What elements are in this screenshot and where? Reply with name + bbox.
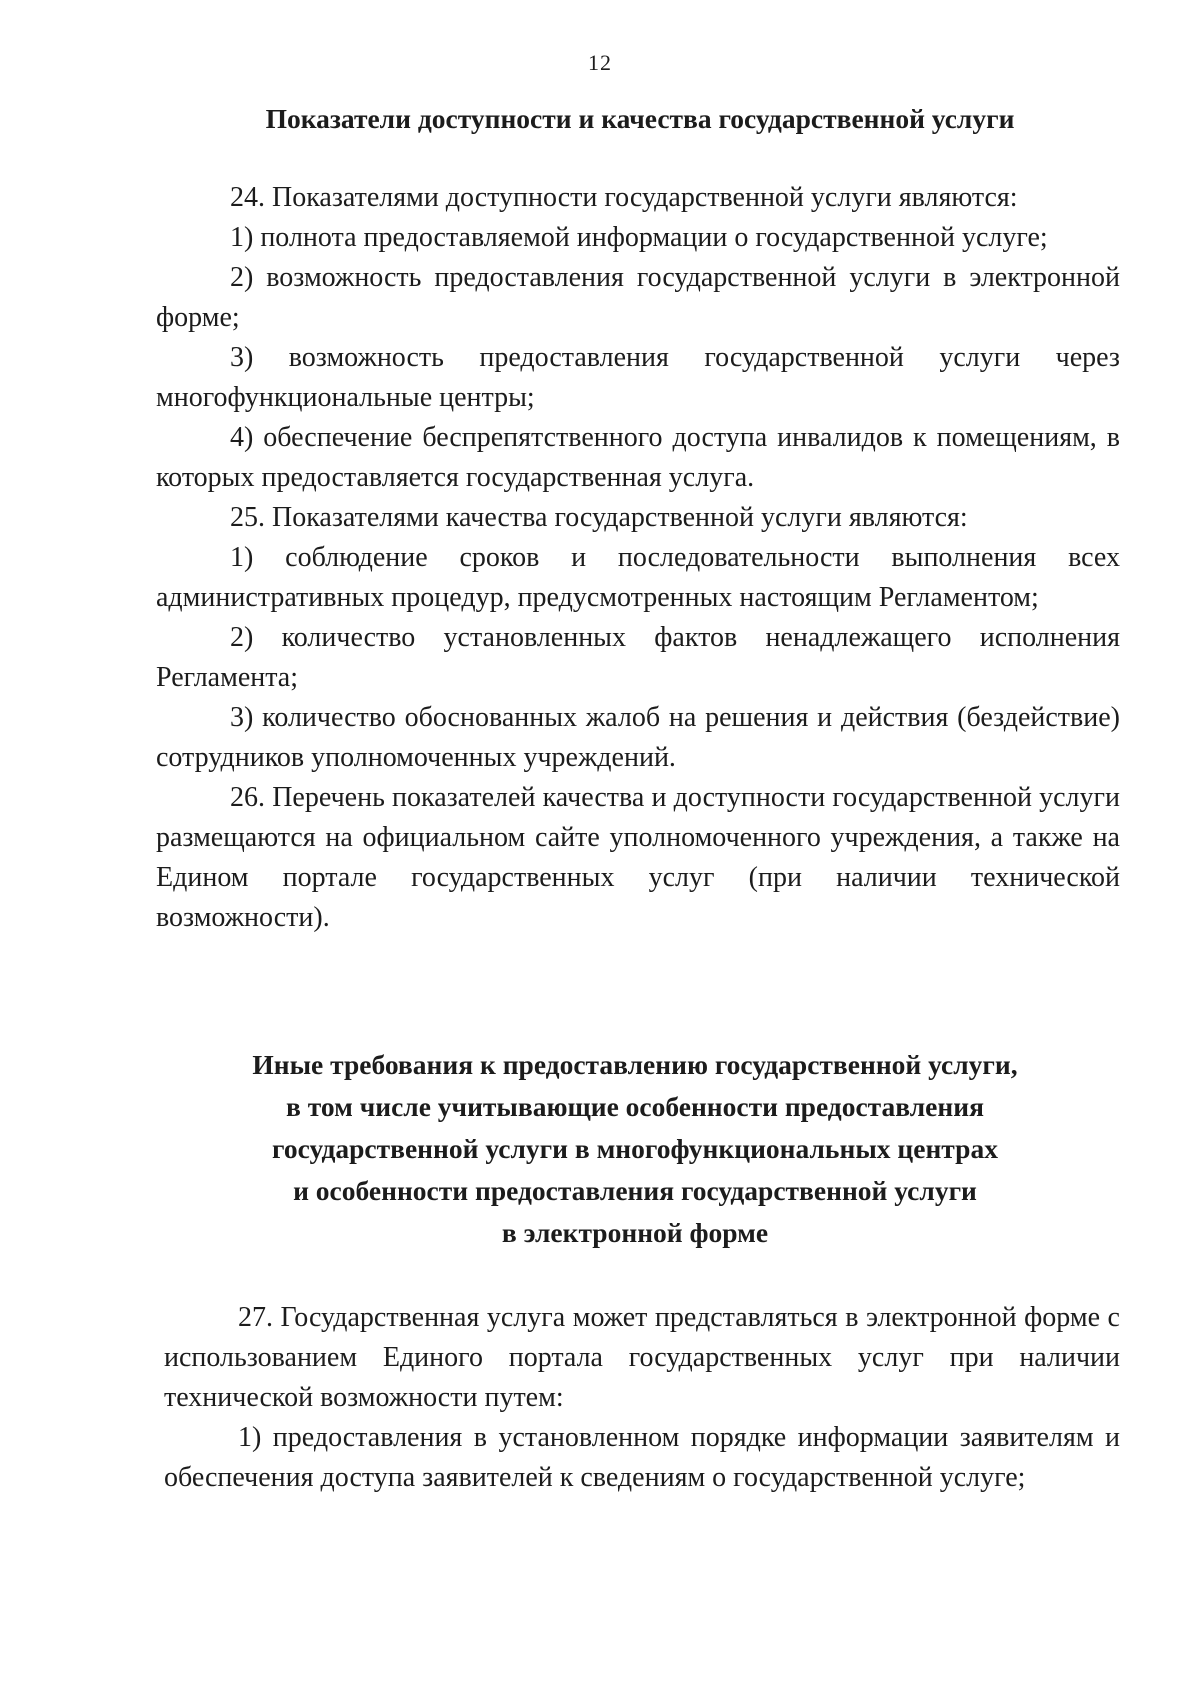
paragraph-24-item-3: 3) возможность предоставления государственной услуги через многофункциональные центры; — [156, 342, 1120, 413]
heading-line: и особенности предоставления государственной услуги — [293, 1175, 977, 1206]
section-body-other-requirements — [164, 1298, 1120, 1498]
paragraph-27: 27. Государственная услуга может представляться в электронной форме с использованием Единого портала государственных услуг при наличии технической возможности путем: — [164, 1302, 1120, 1413]
heading-line: в электронной форме — [501, 1217, 769, 1248]
paragraph-24-item-4: 4) обеспечение беспрепятственного доступа инвалидов к помещениям, в которых предоставляется государственная услуга. — [156, 422, 1120, 493]
heading-line: государственной услуги в многофункциональных центрах — [272, 1133, 998, 1164]
section-body-accessibility-quality — [156, 178, 1120, 938]
paragraph-27-item-1: 1) предоставления в установленном порядке информации заявителям и обеспечения доступа заявителей к сведениям о государственной услуге; — [164, 1422, 1120, 1493]
section-heading-accessibility-quality: Показатели доступности и качества государственной услуги — [265, 103, 1015, 134]
paragraph-26: 26. Перечень показателей качества и доступности государственной услуги размещаются на официальном сайте уполномоченного учреждения, а также на Едином портале государственных услуг (при наличии технической возможности). — [156, 782, 1120, 933]
paragraph-25-item-1: 1) соблюдение сроков и последовательности выполнения всех административных процедур, предусмотренных настоящим Регламентом; — [156, 542, 1120, 613]
heading-line: Иные требования к предоставлению государственной услуги, — [252, 1049, 1018, 1080]
section-heading-other-requirements — [0, 1044, 1200, 1254]
paragraph-24-item-2: 2) возможность предоставления государственной услуги в электронной форме; — [156, 262, 1120, 333]
paragraph-24-item-1: 1) полнота предоставляемой информации о государственной услуге; — [230, 222, 1048, 253]
paragraph-25-item-2: 2) количество установленных фактов ненадлежащего исполнения Регламента; — [156, 622, 1120, 693]
heading-line: в том числе учитывающие особенности предоставления — [286, 1091, 984, 1122]
paragraph-24: 24. Показателями доступности государственной услуги являются: — [230, 182, 1018, 213]
paragraph-25-item-3: 3) количество обоснованных жалоб на решения и действия (бездействие) сотрудников уполномоченных учреждений. — [156, 702, 1120, 773]
paragraph-25: 25. Показателями качества государственной услуги являются: — [230, 502, 968, 533]
page-number: 12 — [588, 50, 612, 75]
